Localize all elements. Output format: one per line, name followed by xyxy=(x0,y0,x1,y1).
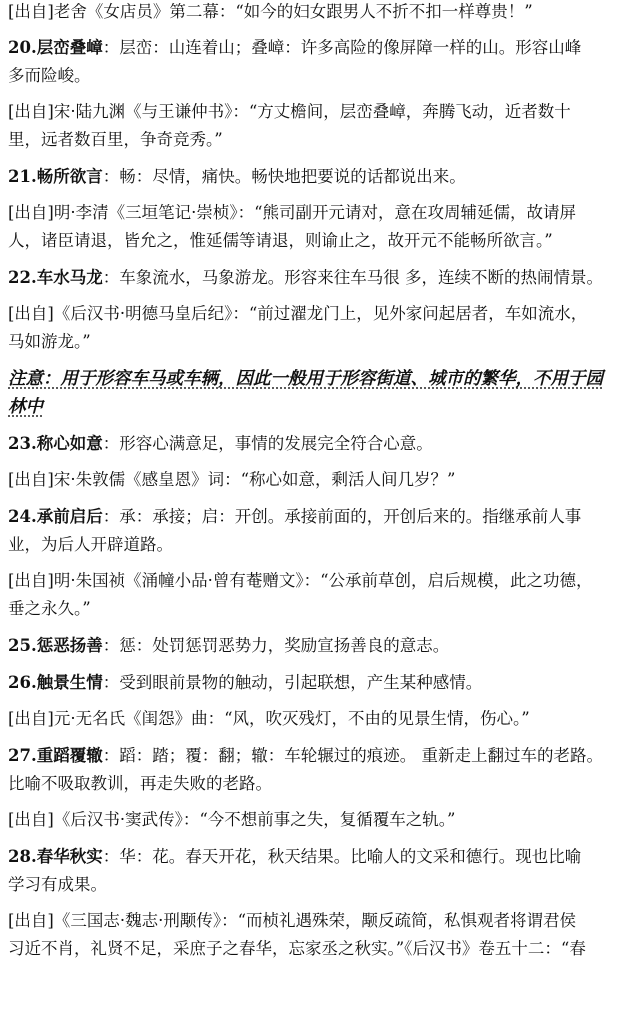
text-line xyxy=(8,38,636,58)
text-line xyxy=(8,599,636,619)
text-segment: ：惩：处罚惩罚恶势力，奖励宣扬善良的意志。 xyxy=(102,636,450,655)
text-line xyxy=(8,434,636,454)
text-line xyxy=(8,636,636,656)
text-line xyxy=(8,911,636,931)
text-segment: 比喻不吸取教训，再走失败的老路。 xyxy=(8,774,272,793)
text-line xyxy=(8,332,636,352)
text-line xyxy=(8,203,636,223)
idiom-term: 重蹈覆辙 xyxy=(36,746,103,765)
idiom-term: 春华秋实 xyxy=(36,847,103,866)
text-line xyxy=(8,746,636,766)
idiom-term: 21. xyxy=(8,167,37,186)
text-segment: ：承：承接；启：开创。承接前面的，开创后来的。指继承前人事 xyxy=(102,507,582,526)
idiom-term: 23. xyxy=(8,434,37,453)
idiom-term: 24. xyxy=(8,507,37,526)
text-line xyxy=(8,939,636,959)
text-segment: 多而险峻。 xyxy=(8,66,91,85)
idiom-term: 触景生情 xyxy=(36,673,103,692)
idiom-term: 车水马龙 xyxy=(36,268,103,287)
text-line xyxy=(8,535,636,555)
text-segment: ：蹈：踏；覆：翻；辙：车轮辗过的痕迹。 重新走上翻过车的老路。 xyxy=(102,746,603,765)
text-segment: ：畅：尽情，痛快。畅快地把要说的话都说出来。 xyxy=(102,167,466,186)
text-segment: ：形容心满意足，事情的发展完全符合心意。 xyxy=(102,434,433,453)
idiom-term: 称心如意 xyxy=(36,434,103,453)
text-line xyxy=(8,774,636,794)
text-segment: 马如游龙。” xyxy=(8,332,91,351)
text-segment: 里，远者数百里，争奇竞秀。” xyxy=(8,130,223,149)
text-segment: ：华：花。春天开花，秋天结果。比喻人的文采和德行。现也比喻 xyxy=(102,847,582,866)
text-line xyxy=(8,130,636,150)
idiom-term: 承前启后 xyxy=(36,507,103,526)
text-segment: ：层峦：山连着山；叠嶂：许多高险的像屏障一样的山。形容山峰 xyxy=(102,38,582,57)
text-line xyxy=(8,167,636,187)
text-segment: [出自]宋·陆九渊《与王谦仲书》：“方丈檐间，层峦叠嶂，奔腾飞动，近者数十 xyxy=(8,102,571,121)
text-segment: ：车象流水，马象游龙。形容来往车马很 多，连续不断的热闹情景。 xyxy=(102,268,603,287)
text-line xyxy=(8,709,636,729)
text-line xyxy=(8,875,636,895)
idiom-term: 层峦叠嶂 xyxy=(36,38,103,57)
idiom-term: 22. xyxy=(8,268,37,287)
text-line xyxy=(8,507,636,527)
text-segment: [出自]宋·朱敦儒《感皇恩》词：“称心如意，剩活人间几岁？” xyxy=(8,470,456,489)
text-segment: 垂之永久。” xyxy=(8,599,91,618)
text-segment: [出自]《后汉书·窦武传》：“今不想前事之失，复循覆车之轨。” xyxy=(8,810,456,829)
text-line xyxy=(8,66,636,86)
idiom-term: 20. xyxy=(8,38,37,57)
idiom-term: 27. xyxy=(8,746,37,765)
text-line xyxy=(8,231,636,251)
idiom-term: 25. xyxy=(8,636,37,655)
text-line xyxy=(8,2,636,22)
idiom-term: 畅所欲言 xyxy=(36,167,103,186)
note-line xyxy=(8,397,636,417)
text-segment: 人，诸臣请退，皆允之，惟延儒等请退，则谕止之，故开元不能畅所欲言。” xyxy=(8,231,553,250)
text-line xyxy=(8,847,636,867)
idiom-term: 28. xyxy=(8,847,37,866)
text-line xyxy=(8,102,636,122)
text-segment: [出自]明·李清《三垣笔记·崇桢》：“熊司副开元请对，意在攻周辅延儒，故请屏 xyxy=(8,203,577,222)
text-segment: [出自]《后汉书·明德马皇后纪》：“前过濯龙门上，见外家问起居者，车如流水， xyxy=(8,304,588,323)
idiom-term: 26. xyxy=(8,673,37,692)
text-segment: 学习有成果。 xyxy=(8,875,107,894)
text-segment: [出自]明·朱国祯《涌幢小品·曾有菴赠文》：“公承前草创，启后规模，此之功德， xyxy=(8,571,593,590)
text-line xyxy=(8,673,636,693)
text-segment: 林中 xyxy=(8,397,43,417)
text-line xyxy=(8,571,636,591)
text-line xyxy=(8,268,636,288)
text-line xyxy=(8,470,636,490)
text-segment: [出自]《三国志·魏志·刑颙传》：“而桢礼遇殊荣，颙反疏简，私惧观者将谓君侯 xyxy=(8,911,577,930)
text-line xyxy=(8,810,636,830)
text-segment: ：受到眼前景物的触动，引起联想，产生某种感情。 xyxy=(102,673,483,692)
text-segment: [出自]元·无名氏《闺怨》曲：“风，吹灭残灯，不由的见景生情，伤心。” xyxy=(8,709,530,728)
text-segment: 业，为后人开辟道路。 xyxy=(8,535,173,554)
text-segment: 注意：用于形容车马或车辆，因此一般用于形容街道、城市的繁华，不用于园 xyxy=(8,369,603,389)
idiom-term: 惩恶扬善 xyxy=(36,636,103,655)
text-segment: [出自]老舍《女店员》第二幕：“如今的妇女跟男人不折不扣一样尊贵！” xyxy=(8,2,533,21)
text-segment: 习近不肖，礼贤不足，采庶子之春华，忘家丞之秋实。”《后汉书》卷五十二：“春 xyxy=(8,939,586,958)
note-line xyxy=(8,369,636,389)
text-line xyxy=(8,304,636,324)
